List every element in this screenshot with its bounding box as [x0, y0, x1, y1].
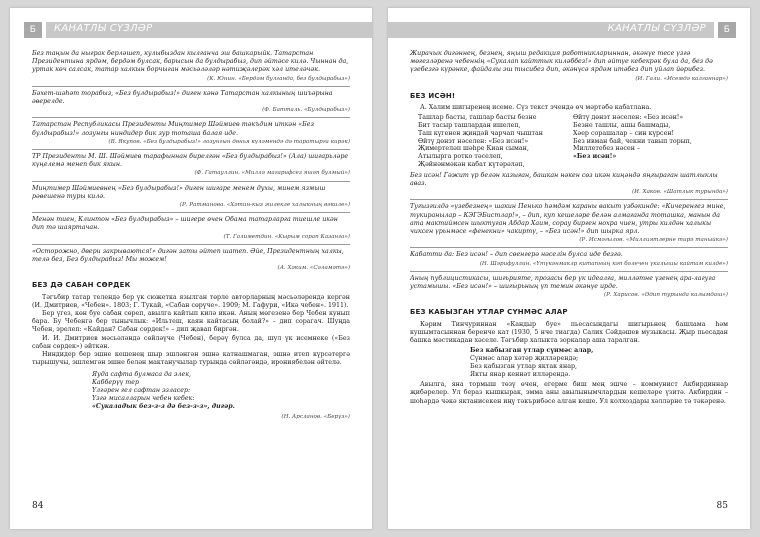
quote-source: (И. Хаков. «Шатлык турында») — [632, 189, 728, 196]
section-heading: БЕЗ КАБЫЗГАН УТЛАР СҮНМӘС АЛАР — [410, 308, 568, 317]
poem-line: Җәйнәнмәкән кабат күтәрәләп, — [418, 161, 525, 168]
quote: ТР Президенты М. Ш. Шәймиев тарафыннан бирелгән «Без булдырабыз!» (Ала) шигарьләре күңелемә менеп бик якын. — [32, 153, 349, 169]
right-content — [410, 50, 728, 406]
poem-line: Җимертеләп шәһре Киан сыман, — [418, 145, 529, 153]
left-content — [32, 50, 350, 422]
divider — [32, 244, 350, 245]
header-tab: Б — [718, 22, 736, 38]
poem-line: «Без исән!» — [573, 153, 617, 161]
quote-source: (А. Хәким. «Сәламәтә») — [277, 265, 350, 272]
quote: Менән тиен, Клинтон «Без булдырабыз» – шигере өчен Обама татарларга тиешле икән дип тә шаяртачан. — [32, 216, 338, 232]
right-page — [388, 8, 750, 529]
divider — [410, 271, 728, 272]
poem-line: Таш күгенен җиндәй чарчап чыштан — [418, 129, 543, 137]
quote: Без исән! Гәжит үр белән казыған, башкан нәкен сөз икән киңәндә яңгыраган шатлыклы аваз. — [410, 171, 718, 187]
divider — [410, 247, 728, 248]
poem-line: Өйтү дөнэт нәселен: «Без исән!» — [418, 137, 529, 145]
paragraph: Ниндидер бер эшне кешенең шыр эшләнгән эшнә катнашмаган, эшнә итеп күрсәтергә тырышучы, эшлемгән эшне белән мактанучылар турында сөйләгәндә, ирониябелән әйтелә. — [32, 351, 350, 367]
divider — [32, 212, 350, 213]
quote: Бәхет-шәһәт торабыз, «Без булдырабыз!» диген кәнә Татарстан халкының шиъәрына әверелде. — [32, 89, 333, 106]
quote: Без таңын да ныграк берләшеп, кулыбыздан кылганча эш башкарыйк. Татарстан Президентына ярдәм, бердәм булсак, барысын да булдырабыз, дип әйтәсе килә. Чыннан да, уртак көч салсак, татар халкын борчыган мәсьәләләр нәтиҗәлерәк хәл ителәчәк. — [32, 50, 349, 74]
poem-line: Миллетебез нәсен – — [573, 145, 641, 153]
paragraph: А. Халим шигыренең исеме. Сүз текст эчендә өч мәртәбә кабатлана. — [420, 104, 652, 112]
quote-source: (Р. Исмәгылов. «Миллиятлерне тирә таныйкә») — [579, 237, 728, 244]
paragraph: Кәрим Тинчуриннан «Кандыр буе» пьесасындагы шигырьнең башлама һәм кушымтасыннан беренче кат (1930, 5 нче тиагда) Салих Сәйдәшев музыкасы. Җыр пьесадан башка мәстикадан хәселе. Тәгъбир халыкта зоркалар аша таралган. — [410, 320, 728, 345]
header-title: КАНАТЛЫ СҮЗЛӘР — [607, 23, 706, 34]
verse-source: (Н. Арсланов. «Берүз») — [281, 413, 350, 420]
poem-line: Безне ташлы, ашы башмады, — [573, 122, 671, 130]
quote-source: (Р. Харисов. «Әдип турында калымдаш») — [603, 292, 728, 299]
quote: Тугызгилдә «үзебезнең» шакин Пенько һәмдәм караны вакыт үзбәкинде: «Кичеренгез мине, тукиранылар – КЭГЭБистлар!», – дип, куп кешеләре белән алмаганда тоташка, манын да ата мактиймсен шыктуган Абдар Хаим, сорау бирген нохра чиен, утры килдән халыкы чиксен үрьнмәсе «фенекни» чакиртү, – «Без исән!» дип шырка ярл. — [410, 203, 726, 236]
section-heading: БЕЗ ДӘ САБАН СӨРДЕК — [32, 281, 131, 290]
divider — [32, 86, 350, 87]
verse-line: «Сукаладык без-з-з дә без-з-з», дигәр. — [92, 402, 235, 410]
song-quote — [470, 347, 728, 379]
poem-line: Без ивман бай, чекни тавып торып, — [573, 137, 692, 145]
verse-line: Үзгә мисалларын чебен кебек: — [92, 394, 195, 402]
poem-line: Өйтү дөнэт нәселен: «Без исән!» — [573, 114, 684, 122]
song-line: Якты янар кеннәт илләрендә. — [470, 371, 571, 379]
left-page — [10, 8, 372, 529]
paragraph: Авылга, яна тормыш төзү өчен, егерме биш мең эшче – коммунист Акбирдиннар җибәрелер. Ул бераз кышкырак, эмма аны авылынымчлардын кешеләре үзитә. Акбирдин – шоһәрдә чәкә яктанисекен иңү тәкърибәсе алган кеше. Ул колхоздары хәлләрне тә тәкәренә. — [410, 381, 728, 405]
poem-line: Бит тасыр ташлардан ишелеп, — [418, 122, 521, 130]
paragraph: Тәгъбир татар телендә бер үк сюжетка язылган төрле авторларның мәсьәләрендә кергән (И. Дмитриев, «Чебен». 1803; Г. Тукай, «Сабан сөрүче». 1909; М. Гафури, «Икә чебен». 1911). — [32, 293, 350, 309]
divider — [32, 149, 350, 150]
poem-column-right — [573, 114, 728, 169]
quote: Миңтимер Шәймиевнең «Без булдырабыз!» диген шигаре менем духы, минем язмыш рәвешенә туры килә. — [32, 184, 326, 200]
quote-source: (Т. Галиметдин. «Кырым сорап Казанга») — [223, 233, 350, 240]
quote-source: (Н. Шәрифуллин. «Үтүкәнмаклр китапның кәп бәлечен үкалышы кайтам килде») — [479, 260, 728, 267]
divider — [32, 181, 350, 182]
page-number: 85 — [716, 501, 728, 511]
poem-line: Атылырга ротко тәселеп, — [418, 153, 503, 161]
poem-column-left — [418, 114, 573, 169]
verse-line: Яуда сафта булмаса да элек, — [92, 370, 191, 378]
quote-source: (Ф. Батталь. «Булдырабыз») — [262, 107, 350, 114]
running-header — [24, 22, 372, 38]
song-line: Сүнмәс алар хәтәр җилләрендә; — [470, 355, 579, 363]
paragraph: Бер үгез, көн буе сабан сөреп, авылга кайтып килә икән. Аның мөгезенә бер Чебен кунып бара. Бу Чебенгә бер тынычлык: «Ильтеш, каян кайтасың болай?» – дип сорагач. Шуңда Чебен, эрелеп: «Кайдан? Сабан сөрдек!» – дип җавап биргән. — [32, 310, 350, 334]
page-number: 84 — [32, 501, 44, 511]
quote: «Осторожно, двери закрываются!» дигән заты әйтеп шатеп. Әйе, Президентның халкы, телә без, Без булдырабыз! Мы можем! — [32, 247, 344, 264]
verse-line: Кабберүү тер — [92, 378, 139, 386]
verse — [92, 371, 350, 411]
song-line: Без кабызган утлар сүнмәс алар, — [470, 347, 594, 355]
quote-source: (Ф. Гатауллин. «Миллә магарифсез яшәп булмый») — [194, 170, 350, 177]
section-heading: БЕЗ ИСӘН! — [410, 91, 456, 100]
poem-line: Хәер сорашалар – син күрсен! — [573, 129, 675, 137]
divider — [32, 117, 350, 118]
poem-line: Ташлар басты, ташлар басты безне — [418, 114, 537, 122]
running-header — [388, 22, 736, 38]
verse-line: Үлгәрен гел сафтан эзласер: — [92, 386, 191, 394]
header-tab: Б — [24, 22, 42, 38]
song-line: Без кабызган утлар яктак янар, — [470, 363, 577, 371]
quote: Кабатти да: Без исән! – дип сөенгерә нәселін булса иде безгә. — [410, 251, 623, 259]
quote-source: (Р. Ратманова. «Хәтин-кыз эшлекле халыкның вәкиле») — [179, 202, 350, 209]
quote-source: (И. Гали. «Исемдә калганнар») — [635, 75, 728, 82]
quote: Аның публицистикасы, шигьрияте, прозасы бер үк идеалга, милләтне үзенең ара-лагуга устамышы. «Без исән!» – шигырьның үп темин әкәнүе ирде. — [410, 274, 716, 291]
paragraph: И. И. Дмитриев мәсьәләндә сөйләүче (Чебен), берәү булса да, шул үк исемнеке («Без сабан сөрдек») әйткән. — [32, 334, 350, 350]
divider — [410, 199, 728, 200]
quote-source: (К. Юнин. «Бердәм булганда, без булдырабыз») — [207, 75, 350, 82]
header-title: КАНАТЛЫ СҮЗЛӘР — [54, 23, 153, 34]
quote: Жирачык дигәннең, безнең, яңыш редакция работникларыннан, әкәнүе тесе үзгә мөгезләренә чебеннің «Сукалап кайттык киләббез!» дип әйтүе кебекрәк була да, без дә үзебезгә күрәнке, файдалы эш тысибез дип, әкәнүсә ярдәм итәбез дип уйлап йөрибез. — [410, 50, 713, 74]
quote-source: (В. Якупов. «Без булдырабыз!» лозунгын дөнья күләмендә дә таратырга кирәк) — [108, 138, 350, 145]
poem — [418, 114, 728, 169]
quote: Татарстан Республикасы Президенты Миңтимер Шәймиев тәкъдим иткән «Без булдырабыз!» лозунгы ниндидер бик зур тоташа балая иде. — [32, 121, 314, 137]
